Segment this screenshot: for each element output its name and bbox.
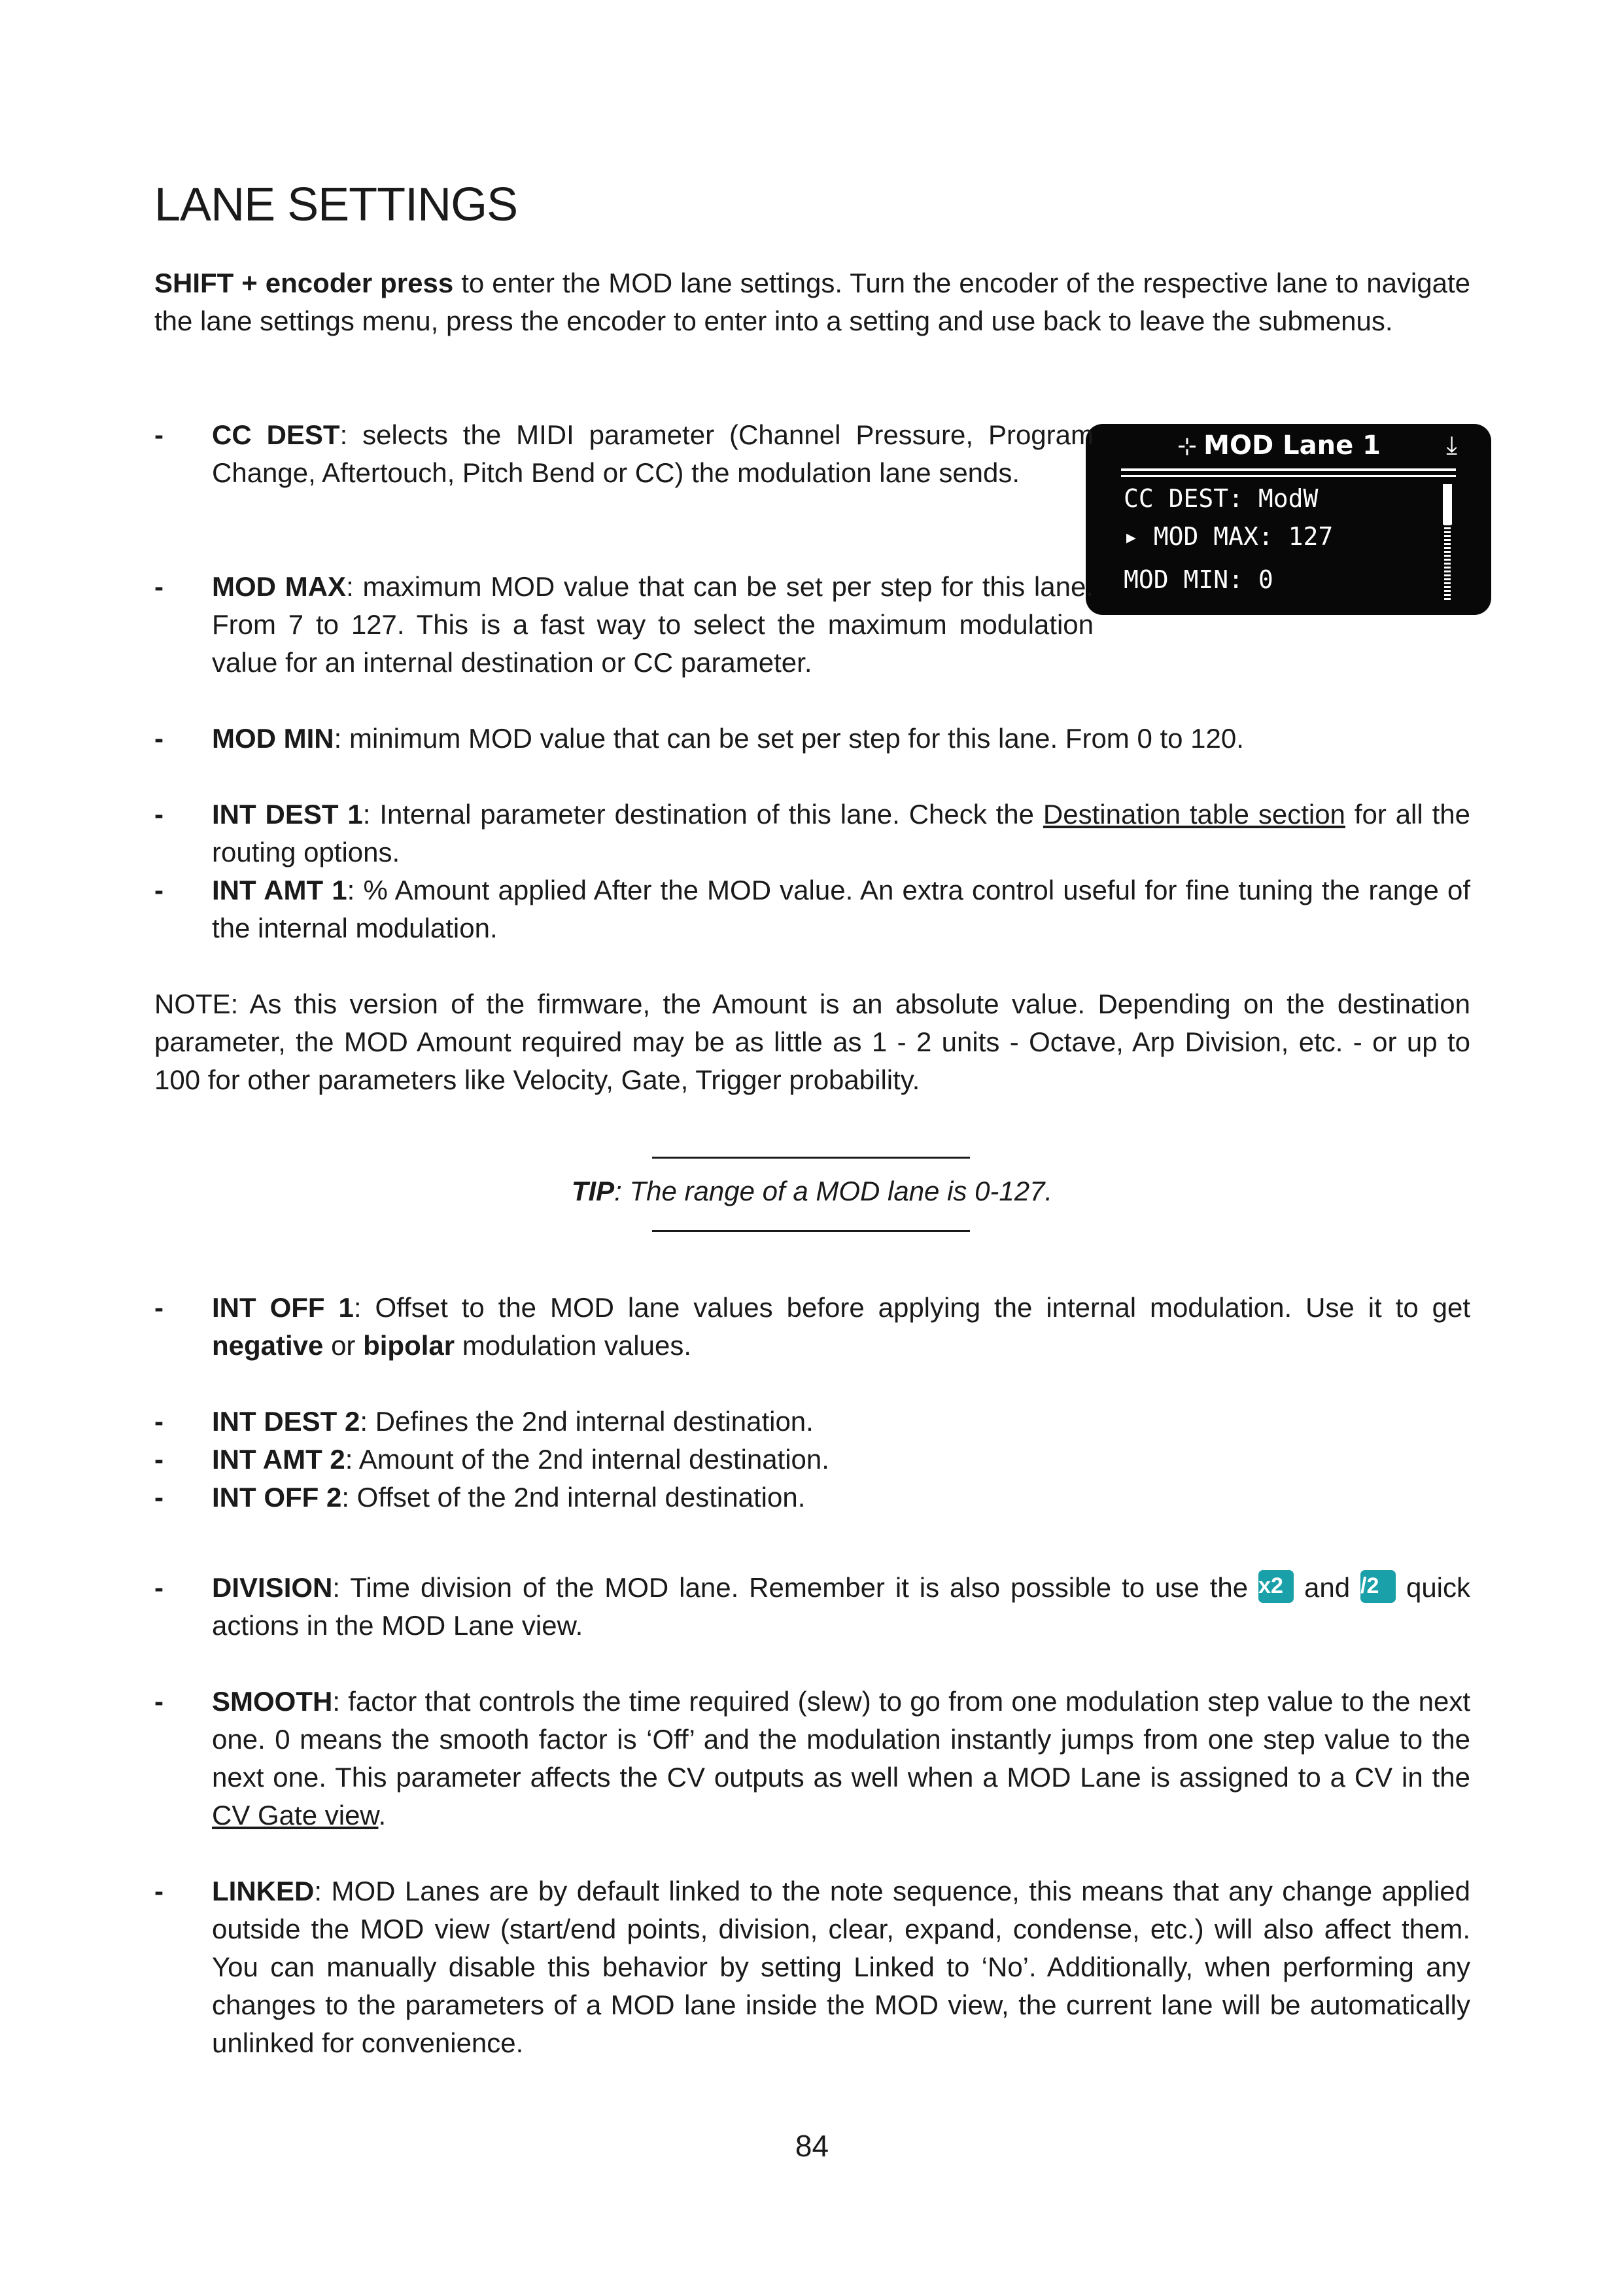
item-text: : Amount of the 2nd internal destination.	[345, 1444, 829, 1475]
tip-line	[0, 1172, 1624, 1210]
item-body	[212, 1289, 1470, 1365]
screen-line-mod-min: MOD MIN: 0	[1124, 565, 1273, 594]
bullet-dash: -	[154, 799, 164, 830]
item-label: INT AMT 2	[212, 1444, 345, 1475]
item-body	[212, 796, 1470, 871]
item-text: quick actions in the MOD Lane view.	[212, 1572, 1471, 1641]
item-body	[212, 568, 1094, 682]
item-text: modulation values.	[455, 1330, 691, 1361]
tip-text: : The range of a MOD lane is 0-127.	[614, 1176, 1053, 1206]
item-label: LINKED	[212, 1876, 315, 1906]
bullet-dash: -	[154, 1482, 164, 1513]
item-label: INT DEST 1	[212, 799, 363, 830]
item-body	[212, 1569, 1470, 1645]
bullet-dash: -	[154, 723, 164, 754]
bullet-dash: -	[154, 1292, 164, 1323]
item-text: : Defines the 2nd internal destination.	[360, 1406, 814, 1437]
item-text: : Offset to the MOD lane values before applying the internal modulation. Use it to get	[353, 1292, 1470, 1323]
screen-line-mod-max: ▸ MOD MAX: 127	[1124, 522, 1334, 551]
item-label: INT OFF 1	[212, 1292, 354, 1323]
bullet-dash: -	[154, 419, 164, 450]
item-text: .	[378, 1800, 387, 1831]
page-number: 84	[795, 2129, 829, 2163]
item-text: : Offset of the 2nd internal destination.	[341, 1482, 806, 1513]
item-text: : maximum MOD value that can be set per step for this lane. From 7 to 127. This is a fast way to select the maximum modulation value for an internal destination or CC parameter.	[212, 571, 1094, 678]
screen-scroll-thumb	[1443, 484, 1452, 525]
sliders-icon: ⊹	[1177, 433, 1198, 460]
intro-bold: SHIFT + encoder press	[154, 268, 454, 298]
item-body	[212, 1479, 1470, 1516]
bullet-dash: -	[154, 1406, 164, 1437]
item-label: CC DEST	[212, 419, 340, 450]
item-body	[212, 1683, 1470, 1834]
bullet-dash: -	[154, 1876, 164, 1906]
item-body	[212, 416, 1094, 492]
divide-2-action-icon: /2	[1360, 1570, 1396, 1603]
item-emphasis: bipolar	[363, 1330, 455, 1361]
item-label: INT AMT 1	[212, 875, 347, 905]
screen-divider	[1121, 468, 1456, 471]
item-text: : MOD Lanes are by default linked to the note sequence, this means that any change applied outside the MOD view (start/end points, division, clear, expand, condense, etc.) will also affect them. You can manually disable this behavior by setting Linked to ‘No’. Additionally, when performing any changes to the parameters of a MOD lane inside the MOD view, the current lane will be automatically unlinked for convenience.	[212, 1876, 1470, 2058]
item-body	[212, 1872, 1470, 2062]
item-label: MOD MAX	[212, 571, 347, 602]
screen-header	[1177, 430, 1381, 461]
device-screen	[1086, 424, 1491, 615]
item-text: and	[1294, 1572, 1361, 1603]
item-label: INT DEST 2	[212, 1406, 360, 1437]
destination-table-link[interactable]: Destination table section	[1043, 799, 1345, 830]
tip-rule-bottom	[652, 1230, 970, 1232]
item-text: or	[323, 1330, 364, 1361]
item-label: MOD MIN	[212, 723, 334, 754]
page-title: LANE SETTINGS	[154, 179, 518, 231]
item-body	[212, 1441, 1470, 1479]
screen-divider	[1121, 475, 1456, 477]
bullet-dash: -	[154, 1444, 164, 1475]
item-text: : % Amount applied After the MOD value. An extra control useful for fine tuning the range of the internal modulation.	[212, 875, 1471, 943]
item-emphasis: negative	[212, 1330, 324, 1361]
bullet-dash: -	[154, 1572, 164, 1603]
intro-paragraph	[154, 264, 1470, 340]
item-text: : factor that controls the time required (slew) to go from one modulation step value to the next one. 0 means the smooth factor is ‘Off’ and the modulation instantly jumps from one step value to the next one. This parameter affects the CV outputs as well when a MOD Lane is assigned to a CV in the	[212, 1686, 1470, 1793]
item-text: : Time division of the MOD lane. Remember it is also possible to use the	[332, 1572, 1259, 1603]
download-arrow-icon: ⤓	[1446, 430, 1457, 459]
item-label: INT OFF 2	[212, 1482, 342, 1513]
tip-rule-top	[652, 1157, 970, 1159]
x2-action-icon: x2	[1258, 1570, 1294, 1603]
item-text: : selects the MIDI parameter (Channel Pressure, Program Change, Aftertouch, Pitch Bend or CC) the modulation lane sends.	[212, 419, 1094, 488]
item-label: SMOOTH	[212, 1686, 333, 1717]
tip-label: TIP	[571, 1176, 615, 1206]
intro-text: to enter the MOD lane settings. Turn the encoder of the respective lane to navigate the lane settings menu, press the encoder to enter into a setting and use back to leave the submenus.	[154, 268, 1470, 336]
item-body	[212, 871, 1470, 947]
item-text: for all the routing options.	[212, 799, 1470, 867]
item-text: : Internal parameter destination of this lane. Check the	[362, 799, 1043, 830]
screen-title: MOD Lane 1	[1203, 430, 1381, 461]
note-paragraph: NOTE: As this version of the firmware, the Amount is an absolute value. Depending on the destination parameter, the MOD Amount required may be as little as 1 - 2 units - Octave, Arp Division, etc. - or up to 100 for other parameters like Velocity, Gate, Trigger probability.	[154, 989, 1470, 1095]
screen-line-cc-dest: CC DEST: ModW	[1124, 484, 1319, 513]
item-body	[212, 1403, 1470, 1441]
item-text: : minimum MOD value that can be set per step for this lane. From 0 to 120.	[334, 723, 1244, 754]
bullet-dash: -	[154, 571, 164, 602]
item-label: DIVISION	[212, 1572, 333, 1603]
cv-gate-view-link[interactable]: CV Gate view	[212, 1800, 379, 1831]
bullet-dash: -	[154, 1686, 164, 1717]
bullet-dash: -	[154, 875, 164, 905]
item-body	[212, 720, 1470, 758]
